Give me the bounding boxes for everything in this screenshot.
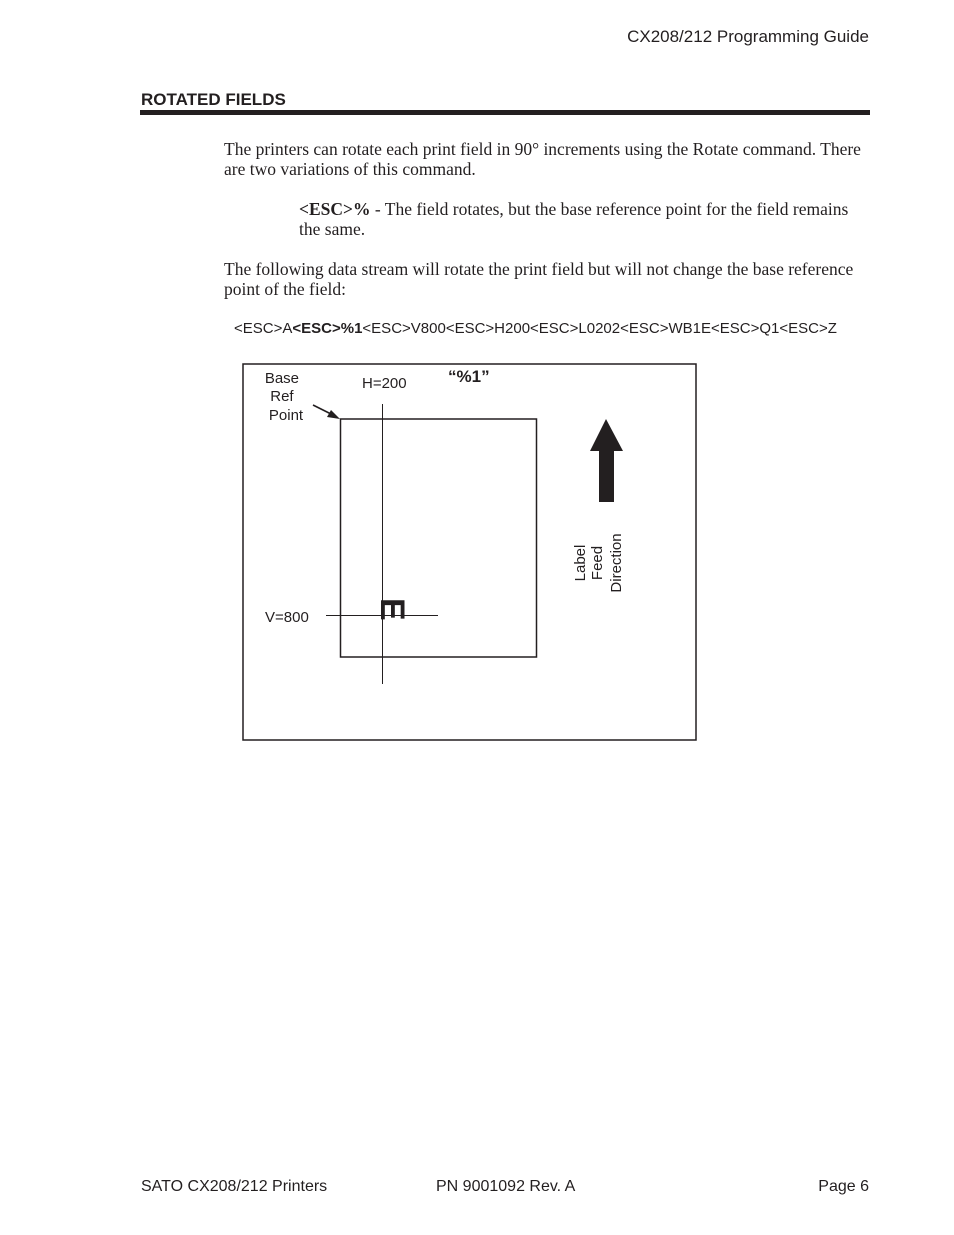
running-header: CX208/212 Programming Guide: [627, 27, 869, 46]
arrow-up-icon: [590, 419, 623, 502]
command-code: <ESC>%: [299, 199, 371, 219]
data-stream-suffix: <ESC>V800<ESC>H200<ESC>L0202<ESC>WB1E<ESC>Q1<ESC>Z: [362, 320, 837, 337]
print-field-box: [341, 419, 537, 657]
svg-text:Label: Label: [572, 544, 589, 582]
footer-product: SATO CX208/212 Printers: [141, 1178, 328, 1195]
data-stream-prefix: <ESC>A: [234, 320, 293, 337]
command-description: - The field rotates, but the base reference point for the field remains the same.: [299, 199, 849, 239]
footer-page-number: Page 6: [818, 1178, 869, 1195]
svg-text:Direction: Direction: [608, 533, 625, 593]
intro-paragraph: The printers can rotate each print field in 90° increments using the Rotate command. There are two variations of this command.: [224, 139, 861, 179]
base-ref-point-label: Base Ref Point: [264, 370, 304, 424]
h-200-label: H=200: [362, 375, 407, 392]
label-feed-direction-text: [572, 533, 625, 592]
data-stream-intro: The following data stream will rotate the print field but will not change the base reference point of the field:: [224, 259, 854, 299]
section-title: ROTATED FIELDS: [141, 90, 286, 109]
svg-text:Feed: Feed: [589, 545, 606, 581]
data-stream-rotate-command: <ESC>%1: [292, 320, 363, 337]
rotation-command-label: “%1”: [448, 367, 490, 386]
rotated-field-character: E: [373, 598, 411, 621]
footer-part-number: PN 9001092 Rev. A: [436, 1178, 576, 1195]
label-frame: [243, 364, 696, 740]
base-ref-pointer-arrow: [313, 405, 340, 419]
v-800-label: V=800: [265, 609, 309, 626]
